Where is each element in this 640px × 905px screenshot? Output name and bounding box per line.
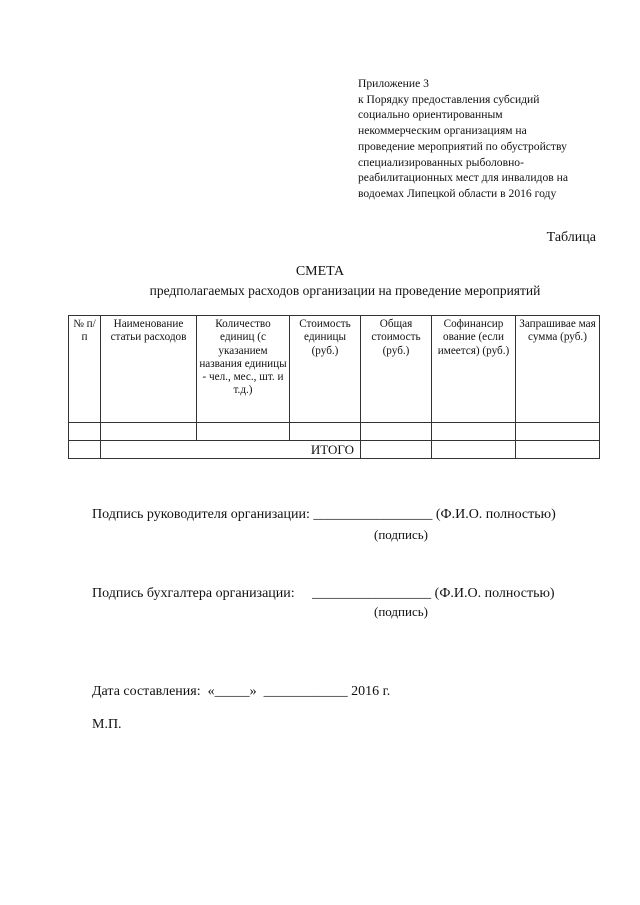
appendix-line: специализированных рыболовно- (358, 155, 524, 169)
table-cell[interactable] (101, 423, 197, 441)
head-signature-line: Подпись руководителя организации: _________________ (Ф.И.О. полностью) (92, 507, 556, 522)
total-value-cell[interactable] (432, 441, 516, 459)
table-cell[interactable] (197, 423, 290, 441)
appendix-line: некоммерческим организациям на (358, 124, 527, 138)
appendix-block (358, 76, 608, 202)
header-cell-cofinancing: Софинансир ование (если имеется) (руб.) (432, 316, 516, 423)
estimate-table (68, 315, 600, 459)
head-signature-caption: (подпись) (374, 527, 428, 542)
table-cell (69, 441, 101, 459)
date-line: Дата составления: «_____» ____________ 2016 г. (92, 684, 391, 699)
appendix-line: проведение мероприятий по обустройству (358, 139, 567, 153)
header-cell-total-cost: Общая стоимость (руб.) (361, 316, 432, 423)
appendix-line: реабилитационных мест для инвалидов на (358, 171, 568, 185)
appendix-line: социально ориентированным (358, 108, 503, 122)
table-row (69, 423, 600, 441)
header-cell-number: № п/п (69, 316, 101, 423)
table-cell[interactable] (361, 423, 432, 441)
table-cell[interactable] (432, 423, 516, 441)
header-cell-unit-cost: Стоимость единицы (руб.) (290, 316, 361, 423)
total-label: ИТОГО (101, 441, 361, 459)
header-cell-item-name: Наименование статьи расходов (101, 316, 197, 423)
table-label: Таблица (546, 230, 596, 245)
header-cell-requested-amount: Запрашивае мая сумма (руб.) (516, 316, 600, 423)
total-row (69, 441, 600, 459)
table-header-row (69, 316, 600, 423)
total-value-cell[interactable] (516, 441, 600, 459)
page-subtitle: предполагаемых расходов организации на проведение мероприятий (149, 283, 541, 298)
header-cell-quantity: Количество единиц (с указанием названия единицы - чел., мес., шт. и т.д.) (197, 316, 290, 423)
table-cell[interactable] (69, 423, 101, 441)
table-cell[interactable] (290, 423, 361, 441)
accountant-signature-line: Подпись бухгалтера организации: _________________ (Ф.И.О. полностью) (92, 586, 555, 601)
accountant-signature-caption: (подпись) (374, 604, 428, 619)
appendix-line: Приложение 3 (358, 77, 429, 90)
table-cell[interactable] (516, 423, 600, 441)
page-title: СМЕТА (295, 264, 345, 279)
appendix-line: водоемах Липецкой области в 2016 году (358, 186, 557, 200)
appendix-line: к Порядку предоставления субсидий (358, 92, 540, 106)
stamp-placeholder: М.П. (92, 717, 122, 732)
total-value-cell[interactable] (361, 441, 432, 459)
